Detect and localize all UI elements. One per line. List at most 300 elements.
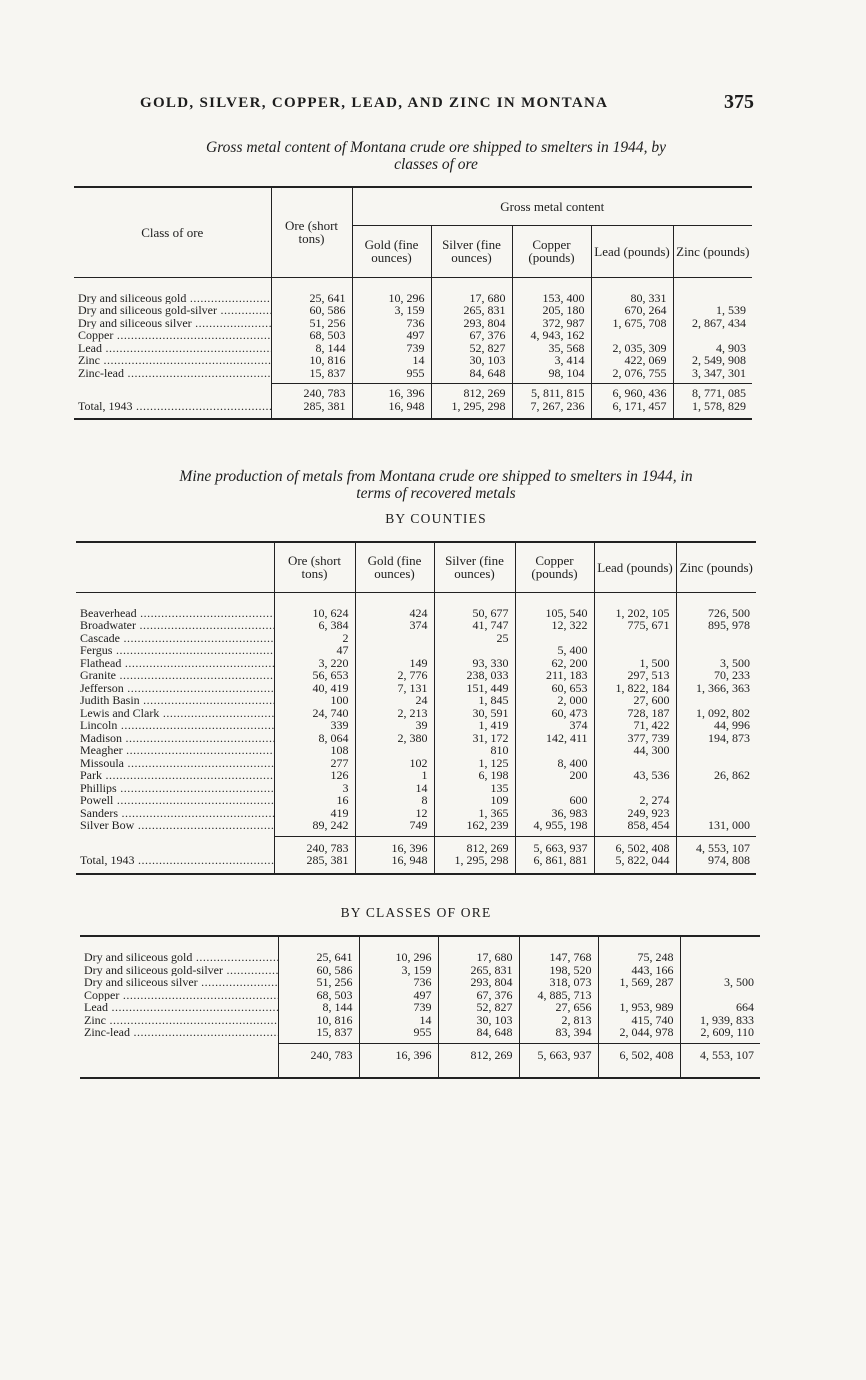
ore-cell: 60, 586 [271,304,352,317]
gold-cell: 16, 396 [352,384,431,400]
row-label: Dry and siliceous gold ..... [78,292,271,305]
ore-cell: 2 [274,632,355,645]
table-row [74,304,752,317]
table-row [80,976,760,989]
row-label-cell [76,732,274,745]
copper-cell: 374 [515,719,594,732]
lead-cell: 1, 953, 989 [598,1001,680,1014]
lead-cell [594,757,676,770]
ore-cell: 25, 641 [278,951,359,964]
copper-cell: 198, 520 [519,964,598,977]
spacer-row [74,277,752,292]
ore-cell: 240, 783 [274,836,355,854]
gold-cell: 16, 396 [359,1043,438,1061]
copper-cell: 2, 813 [519,1014,598,1027]
ore-cell: 240, 783 [271,384,352,400]
row-label-cell [74,329,271,342]
table-row [74,329,752,342]
table-row [80,964,760,977]
lead-cell: 1, 675, 708 [591,317,673,330]
zinc-cell: 2, 609, 110 [680,1026,760,1039]
col-header-silver: Silver (fine ounces) [434,542,515,592]
zinc-cell: 131, 000 [676,819,756,832]
gold-cell: 736 [359,976,438,989]
ore-cell: 51, 256 [271,317,352,330]
row-label-cell [76,757,274,770]
gold-cell: 7, 131 [355,682,434,695]
ore-cell: 16 [274,794,355,807]
copper-cell [515,782,594,795]
row-label: Lead ..... [78,342,271,355]
row-label: Zinc-lead ..... [78,367,271,380]
ore-cell: 10, 624 [274,607,355,620]
row-label: Fergus ..... [80,644,274,657]
row-label: Zinc-lead ..... [84,1026,278,1039]
row-label-cell [76,607,274,620]
zinc-cell: 44, 996 [676,719,756,732]
running-head [140,93,760,115]
copper-cell [515,632,594,645]
ore-cell: 8, 144 [278,1001,359,1014]
row-label-cell [80,1014,278,1027]
lead-cell: 1, 500 [594,657,676,670]
row-label: Silver Bow ..... [80,819,274,832]
silver-cell: 1, 295, 298 [434,854,515,867]
spacer-cell [519,936,598,951]
lead-cell: 297, 513 [594,669,676,682]
gold-cell: 424 [355,607,434,620]
row-label: Copper ..... [84,989,278,1002]
copper-cell: 6, 861, 881 [515,854,594,867]
row-label: Madison ..... [80,732,274,745]
silver-cell: 67, 376 [431,329,512,342]
col-header-silver: Silver (fine ounces) [431,225,512,277]
table-row [76,607,756,620]
lead-cell: 670, 264 [591,304,673,317]
table2-by-classes-of-ore [80,935,760,1079]
spacer-cell [519,1061,598,1078]
zinc-cell: 1, 539 [673,304,752,317]
spacer-cell [80,1061,278,1078]
spacer-cell [598,1061,680,1078]
gold-cell: 39 [355,719,434,732]
lead-cell: 1, 569, 287 [598,976,680,989]
row-label: Flathead ..... [80,657,274,670]
spacer-cell [434,867,515,874]
lead-cell: 858, 454 [594,819,676,832]
gold-cell: 736 [352,317,431,330]
row-label: Park ..... [80,769,274,782]
table-row [74,317,752,330]
row-label-cell [76,694,274,707]
row-label: Sanders ..... [80,807,274,820]
row-label-cell [76,807,274,820]
zinc-cell [673,292,752,305]
copper-cell: 98, 104 [512,367,591,380]
ore-cell: 15, 837 [271,367,352,380]
row-label: Powell ..... [80,794,274,807]
silver-cell: 31, 172 [434,732,515,745]
ore-cell: 56, 653 [274,669,355,682]
table1-gross-metal-content [74,186,752,420]
spacer-cell [438,936,519,951]
table-row [76,782,756,795]
copper-cell: 200 [515,769,594,782]
col-header-gold: Gold (fine ounces) [352,225,431,277]
zinc-cell [676,782,756,795]
table-row [76,794,756,807]
zinc-cell: 1, 939, 833 [680,1014,760,1027]
zinc-cell [673,329,752,342]
lead-cell: 377, 739 [594,732,676,745]
copper-cell: 5, 811, 815 [512,384,591,400]
lead-cell: 2, 076, 755 [591,367,673,380]
gold-cell: 149 [355,657,434,670]
silver-cell: 30, 591 [434,707,515,720]
lead-cell: 71, 422 [594,719,676,732]
spacer-cell [512,412,591,419]
ore-cell: 126 [274,769,355,782]
row-label: Cascade ..... [80,632,274,645]
zinc-cell [676,794,756,807]
ore-cell: 10, 816 [271,354,352,367]
row-label-cell [76,782,274,795]
zinc-cell: 194, 873 [676,732,756,745]
gold-cell: 3, 159 [359,964,438,977]
ore-cell: 24, 740 [274,707,355,720]
gold-cell: 497 [352,329,431,342]
zinc-cell [680,951,760,964]
spacer-cell [274,867,355,874]
silver-cell: 135 [434,782,515,795]
gold-cell: 749 [355,819,434,832]
lead-cell [598,989,680,1002]
gold-cell: 374 [355,619,434,632]
silver-cell: 151, 449 [434,682,515,695]
spacer-cell [438,1061,519,1078]
silver-cell: 812, 269 [434,836,515,854]
silver-cell: 84, 648 [431,367,512,380]
silver-cell: 1, 845 [434,694,515,707]
lead-cell: 44, 300 [594,744,676,757]
spacer-cell [355,867,434,874]
table-row [76,644,756,657]
silver-cell: 1, 419 [434,719,515,732]
copper-cell: 36, 983 [515,807,594,820]
spacer-cell [278,1061,359,1078]
copper-cell: 8, 400 [515,757,594,770]
copper-cell: 83, 394 [519,1026,598,1039]
silver-cell: 293, 804 [438,976,519,989]
row-label-cell [76,657,274,670]
copper-cell: 4, 885, 713 [519,989,598,1002]
zinc-cell: 1, 092, 802 [676,707,756,720]
copper-cell: 60, 653 [515,682,594,695]
silver-cell: 1, 125 [434,757,515,770]
gold-cell: 955 [359,1026,438,1039]
table2-caption-line2: terms of recovered metals [356,485,516,502]
ore-cell: 25, 641 [271,292,352,305]
copper-cell: 60, 473 [515,707,594,720]
ore-cell: 100 [274,694,355,707]
spacer-cell [274,592,355,607]
total-row [76,836,756,854]
row-label-cell [74,367,271,380]
copper-cell: 600 [515,794,594,807]
spacer-cell [591,277,673,292]
lead-cell [594,644,676,657]
copper-cell: 12, 322 [515,619,594,632]
row-label: Total, 1943 ..... [78,400,271,413]
lead-cell: 2, 035, 309 [591,342,673,355]
row-label: Judith Basin ..... [80,694,274,707]
spacer-cell [352,412,431,419]
ore-cell: 277 [274,757,355,770]
zinc-cell [680,989,760,1002]
spacer-cell [680,1061,760,1078]
ore-cell: 68, 503 [271,329,352,342]
silver-cell: 17, 680 [431,292,512,305]
zinc-cell: 4, 903 [673,342,752,355]
lead-cell [594,782,676,795]
row-label-cell [76,794,274,807]
copper-cell: 3, 414 [512,354,591,367]
gold-cell: 739 [359,1001,438,1014]
ore-cell: 285, 381 [271,400,352,413]
table2-caption-line1: Mine production of metals from Montana crude ore shipped to smelters in 1944, in [179,468,693,485]
table-row [80,1014,760,1027]
copper-cell: 7, 267, 236 [512,400,591,413]
spacer-cell [76,867,274,874]
zinc-cell [676,807,756,820]
row-label: Dry and siliceous silver ..... [78,317,271,330]
silver-cell: 30, 103 [438,1014,519,1027]
zinc-cell: 664 [680,1001,760,1014]
copper-cell: 105, 540 [515,607,594,620]
gold-cell: 955 [352,367,431,380]
table-row [76,807,756,820]
spacer-cell [431,277,512,292]
row-label: Lincoln ..... [80,719,274,732]
row-label-cell [76,632,274,645]
subhead-by-classes-of-ore: BY CLASSES OF ORE [340,905,492,920]
lead-cell: 6, 171, 457 [591,400,673,413]
silver-cell: 6, 198 [434,769,515,782]
spacer-cell [594,592,676,607]
row-label: Beaverhead ..... [80,607,274,620]
zinc-cell [676,632,756,645]
copper-cell: 27, 656 [519,1001,598,1014]
total-1943-row [76,854,756,867]
copper-cell: 142, 411 [515,732,594,745]
ore-cell: 3 [274,782,355,795]
row-label-cell [76,854,274,867]
zinc-cell: 974, 808 [676,854,756,867]
silver-cell: 812, 269 [431,384,512,400]
col-header-ore: Ore (short tons) [274,542,355,592]
ore-cell: 10, 816 [278,1014,359,1027]
gold-cell [355,632,434,645]
silver-cell: 84, 648 [438,1026,519,1039]
table-row [76,682,756,695]
gold-cell: 14 [359,1014,438,1027]
row-label-cell [74,400,271,413]
gold-cell: 2, 380 [355,732,434,745]
zinc-cell: 1, 578, 829 [673,400,752,413]
zinc-cell: 8, 771, 085 [673,384,752,400]
lead-cell: 80, 331 [591,292,673,305]
spacer-row [76,867,756,874]
col-header-class-of-ore: Class of ore [74,187,271,277]
ore-cell: 51, 256 [278,976,359,989]
gold-cell: 10, 296 [352,292,431,305]
spacer-row [76,592,756,607]
spacer-cell [431,412,512,419]
gold-cell: 16, 396 [355,836,434,854]
gold-cell: 14 [355,782,434,795]
ore-cell: 89, 242 [274,819,355,832]
row-label: Total, 1943 ..... [80,854,274,867]
gold-cell: 12 [355,807,434,820]
table-row [74,292,752,305]
copper-cell: 5, 663, 937 [519,1043,598,1061]
ore-cell: 339 [274,719,355,732]
copper-cell: 2, 000 [515,694,594,707]
zinc-cell: 4, 553, 107 [680,1043,760,1061]
table2-county-body [76,592,756,874]
lead-cell [594,632,676,645]
spacer-cell [76,592,274,607]
running-title: GOLD, SILVER, COPPER, LEAD, AND ZINC IN MONTANA [140,95,609,111]
ore-cell: 108 [274,744,355,757]
spacer-cell [680,936,760,951]
col-header-copper: Copper (pounds) [515,542,594,592]
silver-cell: 52, 827 [438,1001,519,1014]
zinc-cell: 895, 978 [676,619,756,632]
spacer-cell [676,867,756,874]
silver-cell: 265, 831 [438,964,519,977]
silver-cell: 109 [434,794,515,807]
row-label: Dry and siliceous gold-silver ..... [78,304,271,317]
row-label: Dry and siliceous gold ..... [84,951,278,964]
gold-cell: 739 [352,342,431,355]
gold-cell: 102 [355,757,434,770]
copper-cell: 5, 400 [515,644,594,657]
row-label-cell [76,836,274,854]
row-label: Lewis and Clark ..... [80,707,274,720]
silver-cell: 812, 269 [438,1043,519,1061]
row-label-cell [80,951,278,964]
col-header-gold: Gold (fine ounces) [355,542,434,592]
row-label-cell [76,669,274,682]
lead-cell: 5, 822, 044 [594,854,676,867]
silver-cell: 1, 295, 298 [431,400,512,413]
row-label-cell [76,719,274,732]
row-label-cell [74,342,271,355]
zinc-cell: 3, 347, 301 [673,367,752,380]
row-label-cell [76,619,274,632]
spacer-cell [673,412,752,419]
row-label-cell [76,707,274,720]
table-row [76,657,756,670]
row-label: Dry and siliceous silver ..... [84,976,278,989]
ore-cell: 3, 220 [274,657,355,670]
table-row [76,744,756,757]
col-header-lead: Lead (pounds) [591,225,673,277]
row-label-cell [74,304,271,317]
ore-cell: 285, 381 [274,854,355,867]
silver-cell: 810 [434,744,515,757]
table-row [76,719,756,732]
gold-cell [355,644,434,657]
zinc-cell: 4, 553, 107 [676,836,756,854]
copper-cell: 147, 768 [519,951,598,964]
table1-caption-line2: classes of ore [394,156,478,173]
spacer-cell [434,592,515,607]
table-row [76,819,756,832]
table-row [80,989,760,1002]
ore-cell: 419 [274,807,355,820]
table-row [76,632,756,645]
spacer-row [80,936,760,951]
zinc-cell: 726, 500 [676,607,756,620]
silver-cell: 67, 376 [438,989,519,1002]
zinc-cell: 2, 867, 434 [673,317,752,330]
ore-cell: 68, 503 [278,989,359,1002]
table-row [76,619,756,632]
silver-cell: 238, 033 [434,669,515,682]
spacer-cell [515,867,594,874]
spacer-cell [271,277,352,292]
table-row [80,1026,760,1039]
lead-cell [591,329,673,342]
row-label: Lead ..... [84,1001,278,1014]
row-label-cell [74,292,271,305]
copper-cell [515,744,594,757]
lead-cell: 6, 502, 408 [594,836,676,854]
copper-cell: 4, 955, 198 [515,819,594,832]
spacer-row [74,412,752,419]
gold-cell: 8 [355,794,434,807]
copper-cell: 4, 943, 162 [512,329,591,342]
spacer-cell [591,412,673,419]
spacer-cell [80,936,278,951]
lead-cell: 249, 923 [594,807,676,820]
gold-cell: 24 [355,694,434,707]
row-label-cell [74,384,271,400]
zinc-cell: 26, 862 [676,769,756,782]
silver-cell: 41, 747 [434,619,515,632]
row-label-cell [74,317,271,330]
gold-cell: 2, 213 [355,707,434,720]
silver-cell: 52, 827 [431,342,512,355]
silver-cell: 17, 680 [438,951,519,964]
lead-cell: 43, 536 [594,769,676,782]
total-1943-row [74,400,752,413]
silver-cell [434,644,515,657]
row-label-cell [76,682,274,695]
zinc-cell [676,744,756,757]
silver-cell: 162, 239 [434,819,515,832]
row-label-cell [74,354,271,367]
gold-cell: 3, 159 [352,304,431,317]
lead-cell: 27, 600 [594,694,676,707]
ore-cell: 6, 384 [274,619,355,632]
gold-cell: 16, 948 [352,400,431,413]
spacer-cell [355,592,434,607]
gold-cell: 10, 296 [359,951,438,964]
zinc-cell [680,964,760,977]
